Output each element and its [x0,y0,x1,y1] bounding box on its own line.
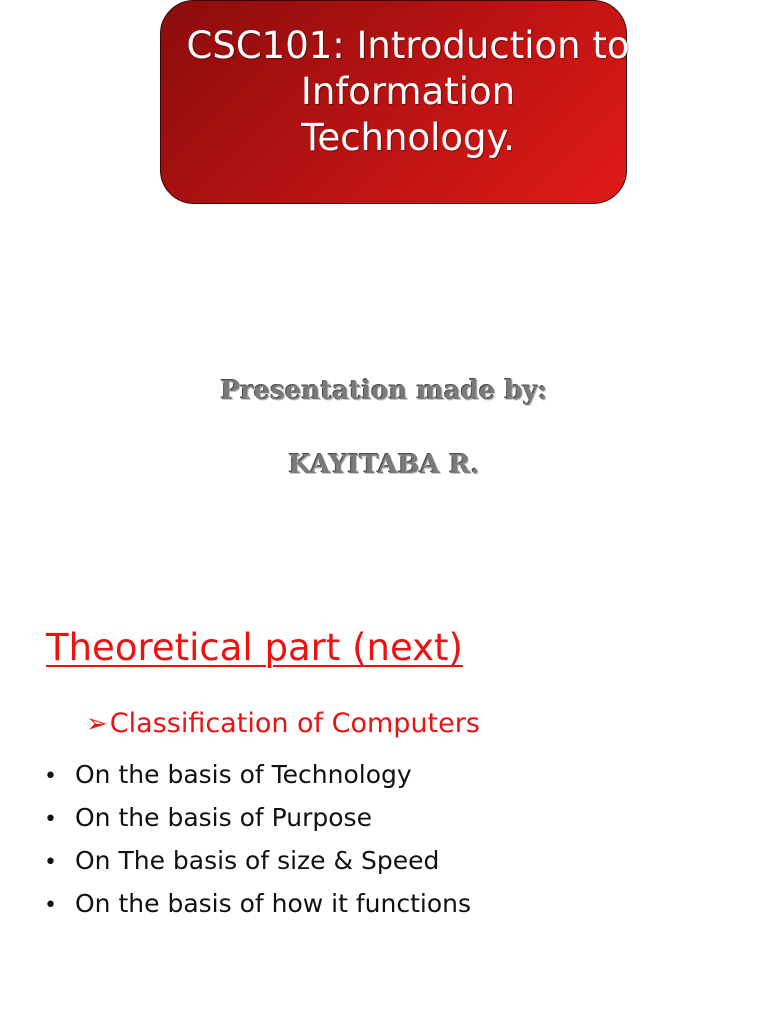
slide-title-box [160,0,630,204]
bullet-dot-icon: • [44,807,57,832]
bullet-dot-icon: • [44,893,57,918]
bullet-dot-icon: • [44,764,57,789]
section-title: Theoretical part (next) [46,626,463,669]
list-item-text: On the basis of how it functions [75,889,471,918]
sub-heading-text: Classification of Computers [109,708,480,739]
presenter-name: KAYITABA R. [288,450,480,480]
arrow-right-icon: ➢ [86,709,108,739]
list-item [44,844,471,887]
bullet-list [44,758,471,930]
presenter-label: Presentation made by: [220,376,548,406]
list-item-text: On the basis of Technology [75,760,412,789]
list-item-text: On the basis of Purpose [75,803,372,832]
sub-heading [86,708,480,739]
list-item [44,887,471,930]
list-item-text: On The basis of size & Speed [75,846,440,875]
list-item [44,801,471,844]
slide-title: CSC101: Introduction to Information Technology. [186,24,630,159]
list-item [44,758,471,801]
bullet-dot-icon: • [44,850,57,875]
